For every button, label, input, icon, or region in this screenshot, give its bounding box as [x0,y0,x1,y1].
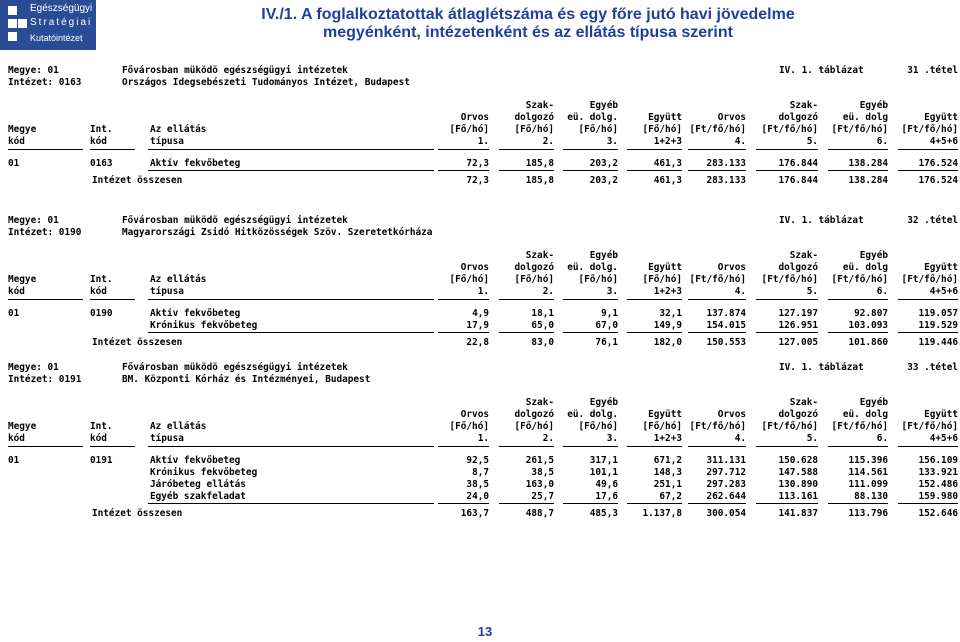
row-value: 461,3 [653,158,682,169]
total-value: 1.137,8 [642,508,682,519]
row-value: 9,1 [601,308,618,319]
col-header-l1: Szak- [525,250,554,261]
row-value: 130.890 [778,479,818,490]
row-intezet-code: 0190 [90,308,113,319]
rule-num-4 [688,149,746,150]
col-header-l1: Egyéb [589,100,618,111]
total-value: 127.005 [778,337,818,348]
institute-logo [0,0,96,50]
col-header-l1: Szak- [525,100,554,111]
col-header-l2: eü. dolg [842,262,888,273]
intezet-name: Országos Idegsebészeti Tudományos Intézet, Budapest [122,77,410,88]
row-value: 127.197 [778,308,818,319]
col-header-unit: [Fő/hó] [578,124,618,135]
col-header-l1: Egyéb [859,397,888,408]
col-header-l2: eü. dolg. [567,262,618,273]
col-header-unit: [Fő/hó] [449,124,489,135]
row-value: 4,9 [472,308,489,319]
row-value: 101,1 [589,467,618,478]
total-rule-0 [438,503,489,504]
total-value: 485,3 [589,508,618,519]
megye-label: Megye: 01 [8,65,59,76]
col-header-unit: [Ft/fő/hó] [761,124,818,135]
rule-num-1 [499,446,554,447]
col-header-unit: [Fő/hó] [449,421,489,432]
rule-num-6 [828,299,888,300]
row-value: 163,0 [525,479,554,490]
row-value: 176.524 [918,158,958,169]
total-rule-7 [898,332,958,333]
col-header-l2: dolgozó [778,409,818,420]
col-header-number: 1. [477,286,489,297]
row-value: 65,0 [531,320,554,331]
col-header-number: 3. [606,433,618,444]
rule-megye [8,299,83,300]
row-megye-code: 01 [8,308,20,319]
col-header-l2: dolgozó [778,112,818,123]
intezet-label: Intézet: 0191 [8,374,82,385]
total-rule-2 [563,503,618,504]
total-rule-0 [438,170,489,171]
rule-num-3 [627,149,682,150]
row-value: 38,5 [466,479,489,490]
page-number: 13 [477,624,493,639]
total-label: Intézet összesen [92,508,183,519]
col-ellatas-tipusa: típusa [150,286,184,297]
total-value: 22,8 [466,337,489,348]
rule-num-0 [438,299,489,300]
logo-square-2 [8,19,17,28]
table-label: IV. 1. táblázat [779,65,864,76]
rule-num-1 [499,149,554,150]
total-rule-6 [828,170,888,171]
row-intezet-code: 0163 [90,158,113,169]
total-value: 283.133 [706,175,746,186]
col-header-l1: Egyéb [859,100,888,111]
col-header-unit: [Ft/fő/hó] [689,274,746,285]
col-header-number: 5. [806,136,818,147]
rule-megye [8,149,83,150]
col-ellatas-header: Az ellátás [150,274,207,285]
rule-num-0 [438,446,489,447]
col-header-unit: [Fő/hó] [642,274,682,285]
row-value: 24,0 [466,491,489,502]
col-header-unit: [Ft/fő/hó] [831,124,888,135]
row-value: 8,7 [472,467,489,478]
col-header-l1: Szak- [789,397,818,408]
total-label: Intézet összesen [92,175,183,186]
col-header-l2: Orvos [460,262,489,273]
col-header-number: 2. [542,286,554,297]
megye-label: Megye: 01 [8,215,59,226]
col-int-header: Int. [90,124,113,135]
col-header-l2: eü. dolg. [567,409,618,420]
total-value: 113.796 [848,508,888,519]
total-value: 101.860 [848,337,888,348]
row-ellatas-type: Krónikus fekvőbeteg [150,320,258,331]
intezet-name: Magyarországi Zsidó Hitközösségek Szöv. Szeretetkórháza [122,227,433,238]
row-value: 297.712 [706,467,746,478]
row-value: 119.529 [918,320,958,331]
tetel-label: 33 .tétel [907,362,958,373]
col-header-number: 1+2+3 [653,286,682,297]
rule-num-5 [756,299,818,300]
rule-num-2 [563,446,618,447]
rule-megye [8,446,83,447]
col-ellatas-tipusa: típusa [150,433,184,444]
row-value: 311.131 [706,455,746,466]
col-ellatas-header: Az ellátás [150,421,207,432]
row-value: 32,1 [659,308,682,319]
col-ellatas-tipusa: típusa [150,136,184,147]
row-value: 148,3 [653,467,682,478]
col-header-number: 2. [542,433,554,444]
col-int-header: Int. [90,274,113,285]
row-value: 176.844 [778,158,818,169]
rule-num-3 [627,446,682,447]
col-header-l2: Orvos [717,409,746,420]
row-value: 317,1 [589,455,618,466]
total-rule-4 [688,170,746,171]
total-rule-2 [563,332,618,333]
row-value: 17,6 [595,491,618,502]
col-header-number: 1. [477,433,489,444]
row-ellatas-type: Aktív fekvőbeteg [150,455,241,466]
intezet-label: Intézet: 0190 [8,227,82,238]
row-megye-code: 01 [8,455,20,466]
megye-name: Fővárosban müködö egészségügyi intézetek [122,215,348,226]
megye-label: Megye: 01 [8,362,59,373]
row-value: 154.015 [706,320,746,331]
row-value: 72,3 [466,158,489,169]
row-value: 149,9 [653,320,682,331]
intezet-label: Intézet: 0163 [8,77,82,88]
row-value: 283.133 [706,158,746,169]
row-value: 67,2 [659,491,682,502]
total-rule-0 [438,332,489,333]
rule-int [90,299,135,300]
row-value: 203,2 [589,158,618,169]
col-megye-kod: kód [8,136,25,147]
logo-square-4 [8,32,17,41]
row-value: 137.874 [706,308,746,319]
rule-num-1 [499,299,554,300]
total-rule-2 [563,170,618,171]
col-megye-header: Megye [8,124,37,135]
total-rule-label [148,503,434,504]
total-rule-label [148,332,434,333]
total-rule-7 [898,503,958,504]
col-ellatas-header: Az ellátás [150,124,207,135]
total-value: 488,7 [525,508,554,519]
col-header-unit: [Ft/fő/hó] [761,274,818,285]
col-megye-header: Megye [8,274,37,285]
col-header-l2: Együtt [924,409,958,420]
row-ellatas-type: Krónikus fekvőbeteg [150,467,258,478]
col-header-l2: Együtt [648,112,682,123]
row-value: 126.951 [778,320,818,331]
rule-int [90,446,135,447]
row-value: 88.130 [854,491,888,502]
total-value: 163,7 [460,508,489,519]
row-value: 67,0 [595,320,618,331]
col-header-number: 1. [477,136,489,147]
row-value: 156.109 [918,455,958,466]
rule-num-5 [756,149,818,150]
col-header-unit: [Ft/fő/hó] [901,274,958,285]
total-rule-7 [898,170,958,171]
col-header-number: 4+5+6 [929,136,958,147]
col-header-number: 4. [734,286,746,297]
row-value: 251,1 [653,479,682,490]
rule-num-2 [563,299,618,300]
page-title [96,6,960,42]
megye-name: Fővárosban müködö egészségügyi intézetek [122,362,348,373]
col-header-unit: [Ft/fő/hó] [901,421,958,432]
col-header-l2: Orvos [717,262,746,273]
col-header-l2: dolgozó [778,262,818,273]
total-value: 300.054 [706,508,746,519]
total-value: 461,3 [653,175,682,186]
table-label: IV. 1. táblázat [779,215,864,226]
total-rule-6 [828,332,888,333]
col-header-number: 4. [734,433,746,444]
row-value: 119.057 [918,308,958,319]
total-value: 152.646 [918,508,958,519]
col-header-l2: Együtt [648,409,682,420]
total-value: 72,3 [466,175,489,186]
col-header-unit: [Fő/hó] [578,274,618,285]
row-ellatas-type: Járóbeteg ellátás [150,479,246,490]
col-header-number: 6. [876,286,888,297]
rule-num-7 [898,446,958,447]
col-header-number: 4. [734,136,746,147]
row-ellatas-type: Aktív fekvőbeteg [150,308,241,319]
row-megye-code: 01 [8,158,20,169]
row-value: 671,2 [653,455,682,466]
col-header-unit: [Ft/fő/hó] [761,421,818,432]
row-ellatas-type: Aktív fekvőbeteg [150,158,241,169]
total-rule-1 [499,170,554,171]
col-header-number: 3. [606,136,618,147]
total-rule-5 [756,503,818,504]
tetel-label: 32 .tétel [907,215,958,226]
col-header-l2: eü. dolg [842,409,888,420]
total-rule-label [148,170,434,171]
col-header-l2: Orvos [460,409,489,420]
total-value: 176.524 [918,175,958,186]
row-value: 150.628 [778,455,818,466]
total-rule-3 [627,170,682,171]
rule-num-7 [898,299,958,300]
total-value: 182,0 [653,337,682,348]
col-header-number: 4+5+6 [929,433,958,444]
col-int-kod: kód [90,136,107,147]
intezet-name: BM. Központi Kórház és Intézményei, Budapest [122,374,371,385]
col-header-l1: Szak- [789,250,818,261]
total-rule-1 [499,503,554,504]
rule-num-0 [438,149,489,150]
row-value: 115.396 [848,455,888,466]
row-value: 103.093 [848,320,888,331]
row-value: 261,5 [525,455,554,466]
row-value: 92.807 [854,308,888,319]
col-header-unit: [Fő/hó] [514,274,554,285]
col-header-unit: [Fő/hó] [449,274,489,285]
rule-num-4 [688,446,746,447]
col-header-l1: Szak- [525,397,554,408]
col-header-l2: eü. dolg. [567,112,618,123]
col-header-unit: [Fő/hó] [578,421,618,432]
total-rule-4 [688,503,746,504]
total-value: 141.837 [778,508,818,519]
total-value: 138.284 [848,175,888,186]
col-header-l2: Orvos [460,112,489,123]
col-header-l2: Együtt [648,262,682,273]
total-value: 185,8 [525,175,554,186]
tetel-label: 31 .tétel [907,65,958,76]
total-rule-5 [756,332,818,333]
total-value: 203,2 [589,175,618,186]
total-label: Intézet összesen [92,337,183,348]
col-header-number: 1+2+3 [653,136,682,147]
logo-square-3 [18,19,27,28]
logo-line-1: Egészségügyi [30,3,93,14]
row-value: 133.921 [918,467,958,478]
col-header-l1: Egyéb [859,250,888,261]
col-header-l2: Együtt [924,262,958,273]
total-value: 176.844 [778,175,818,186]
rule-ellatas [148,446,434,447]
row-intezet-code: 0191 [90,455,113,466]
col-header-l2: dolgozó [514,262,554,273]
col-megye-kod: kód [8,286,25,297]
rule-num-5 [756,446,818,447]
col-megye-kod: kód [8,433,25,444]
row-value: 138.284 [848,158,888,169]
row-value: 113.161 [778,491,818,502]
col-header-unit: [Ft/fő/hó] [831,421,888,432]
col-header-number: 6. [876,433,888,444]
col-header-unit: [Fő/hó] [514,421,554,432]
col-int-kod: kód [90,433,107,444]
col-header-l1: Egyéb [589,250,618,261]
row-value: 159.980 [918,491,958,502]
col-header-number: 5. [806,286,818,297]
total-rule-3 [627,503,682,504]
col-header-unit: [Fő/hó] [642,421,682,432]
col-header-unit: [Ft/fő/hó] [901,124,958,135]
col-int-kod: kód [90,286,107,297]
title-line-1: IV./1. A foglalkoztatottak átlaglétszáma és egy főre jutó havi jövedelme [261,6,795,23]
total-rule-1 [499,332,554,333]
col-header-number: 4+5+6 [929,286,958,297]
logo-line-2: Stratégiai [30,17,93,28]
row-value: 185,8 [525,158,554,169]
col-header-number: 2. [542,136,554,147]
total-rule-4 [688,332,746,333]
megye-name: Fővárosban müködö egészségügyi intézetek [122,65,348,76]
rule-num-6 [828,149,888,150]
total-rule-3 [627,332,682,333]
rule-num-3 [627,299,682,300]
col-header-l2: Együtt [924,112,958,123]
rule-ellatas [148,299,434,300]
col-header-unit: [Ft/fő/hó] [689,421,746,432]
row-value: 111.099 [848,479,888,490]
row-value: 262.644 [706,491,746,502]
row-value: 18,1 [531,308,554,319]
total-rule-5 [756,170,818,171]
rule-num-7 [898,149,958,150]
row-ellatas-type: Egyéb szakfeladat [150,491,246,502]
col-header-unit: [Fő/hó] [514,124,554,135]
rule-num-2 [563,149,618,150]
total-value: 76,1 [595,337,618,348]
col-header-number: 1+2+3 [653,433,682,444]
rule-ellatas [148,149,434,150]
row-value: 38,5 [531,467,554,478]
col-header-l2: Orvos [717,112,746,123]
logo-line-3: Kutatóintézet [30,33,83,43]
row-value: 147.588 [778,467,818,478]
row-value: 25,7 [531,491,554,502]
title-line-2: megyénként, intézetenként és az ellátás típusa szerint [323,24,733,41]
col-header-l2: eü. dolg [842,112,888,123]
row-value: 297.283 [706,479,746,490]
rule-num-4 [688,299,746,300]
col-megye-header: Megye [8,421,37,432]
rule-int [90,149,135,150]
col-header-number: 5. [806,433,818,444]
total-value: 83,0 [531,337,554,348]
total-value: 150.553 [706,337,746,348]
col-header-l2: dolgozó [514,409,554,420]
row-value: 49,6 [595,479,618,490]
col-header-unit: [Ft/fő/hó] [831,274,888,285]
col-header-number: 3. [606,286,618,297]
col-header-l1: Egyéb [589,397,618,408]
col-header-l2: dolgozó [514,112,554,123]
row-value: 92,5 [466,455,489,466]
row-value: 17,9 [466,320,489,331]
total-rule-6 [828,503,888,504]
rule-num-6 [828,446,888,447]
col-header-number: 6. [876,136,888,147]
col-int-header: Int. [90,421,113,432]
total-value: 119.446 [918,337,958,348]
row-value: 114.561 [848,467,888,478]
row-value: 152.486 [918,479,958,490]
col-header-unit: [Ft/fő/hó] [689,124,746,135]
col-header-l1: Szak- [789,100,818,111]
logo-square-1 [8,6,17,15]
col-header-unit: [Fő/hó] [642,124,682,135]
table-label: IV. 1. táblázat [779,362,864,373]
